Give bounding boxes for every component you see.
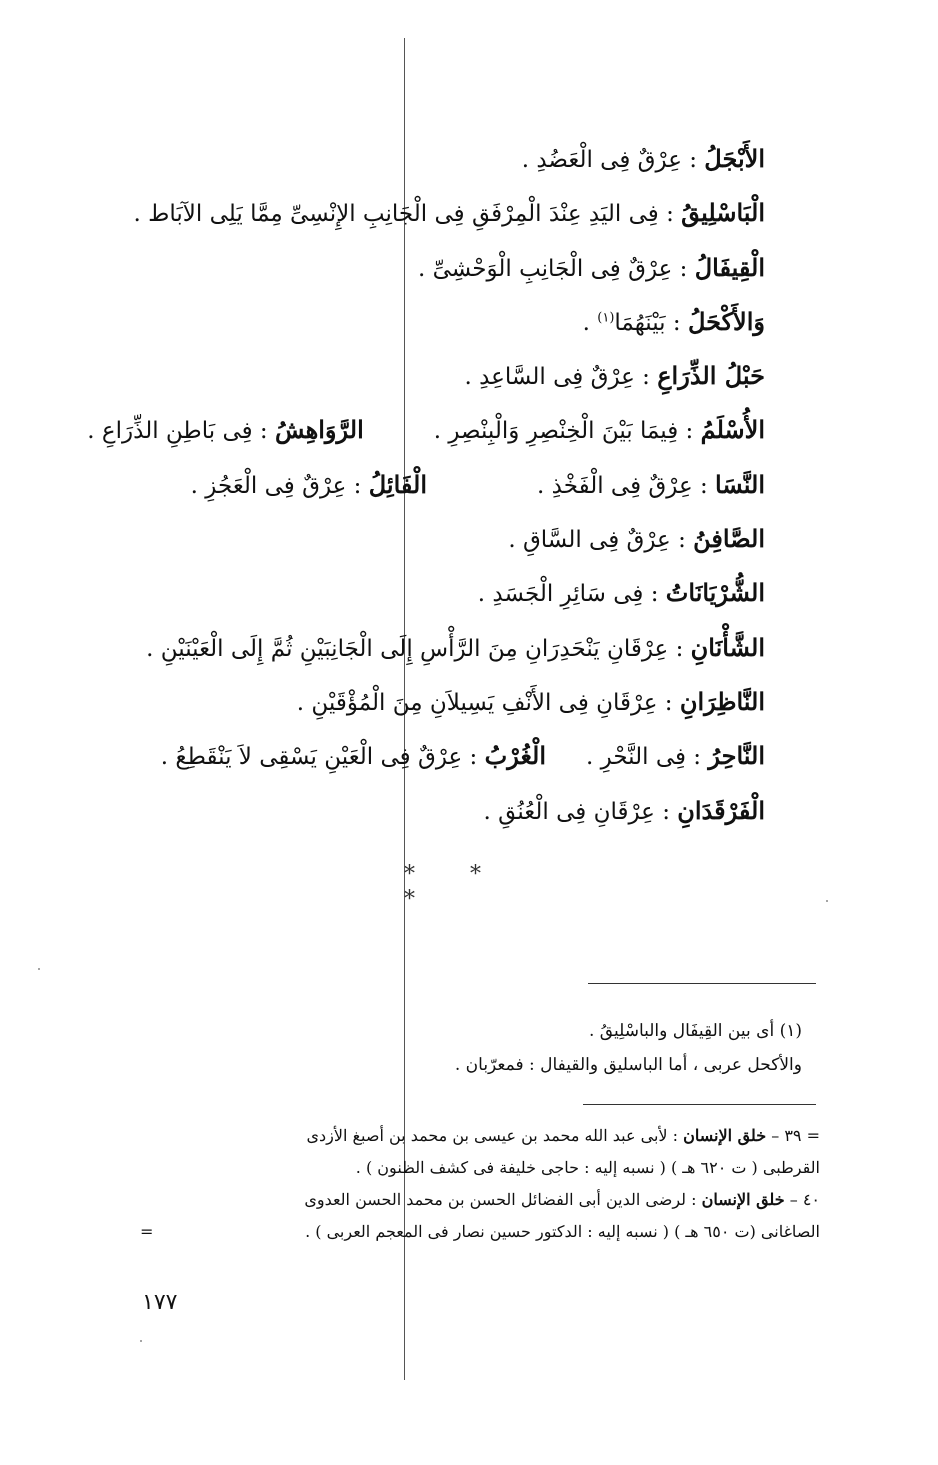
entry-definition: : بَيْنَهُمَا [614, 309, 681, 336]
entry-definition: : عِرْقَانِ فِى الأَنْفِ يَسِيلاَنِ مِنَ الْمُؤْقَيْنِ . [296, 689, 673, 716]
entry-term: النَّسَا [715, 469, 765, 499]
entry-definition-second: : عِرْقٌ فِى الْعَجُزِ . [190, 472, 362, 499]
entry-definition: : عِرْقَانِ يَنْحَدِرَانِ مِنَ الرَّأْسِ إِلَى الْجَانِبَيْنِ ثُمَّ إِلَى الْعَيْنَيْنِ . [146, 635, 684, 662]
bibliography-text: الصاغانى (ت ٦٥٠ هـ ) ( نسبه إليه : الدكتور حسين نصار فى المعجم العربى ) . [305, 1222, 820, 1241]
entry-term: وَالأَكْحَلُ [687, 306, 765, 336]
entry-line [140, 295, 765, 349]
entry-definition: : عِرْقٌ فِى الْعَضُدِ . [521, 147, 697, 173]
entry-term: حَبْلُ الذِّرَاعِ [657, 361, 765, 391]
entry-line [87, 403, 765, 457]
entry-term: الْبَاسْلِيقُ [681, 198, 765, 228]
entry-term-second: الرَّوَاهِشُ [275, 415, 364, 445]
bibliography-text: : لأبى عبد الله محمد بن عيسى بن محمد بن أصبغ الأزدى [306, 1126, 678, 1145]
page-number: ١٧٧ [142, 1290, 178, 1315]
bibliography-title: خلق الإنسان [701, 1190, 785, 1209]
entry-line [140, 241, 765, 295]
entry-term-second: الْغُرْبُ [484, 741, 547, 771]
entry-end: . [582, 309, 590, 336]
entry-line [140, 784, 765, 838]
bibliography-number: ٤٠ – [789, 1190, 820, 1209]
footnote-divider [588, 983, 816, 984]
entry-definition: : فِى النَّحْرِ . [586, 744, 702, 771]
bibliography-continuation [140, 1120, 820, 1248]
bibliography-line [140, 1120, 820, 1152]
entry-term: الشَّأْنَانِ [690, 632, 765, 662]
continuation-mark: = [140, 1222, 154, 1241]
bibliography-line [140, 1216, 820, 1248]
footnote-reference[interactable]: (١) [597, 310, 615, 326]
entry-definition: : عِرْقٌ فِى الْفَخْذِ . [537, 472, 708, 499]
entry-definition: : فِى اليَدِ عِنْدَ الْمِرْفَقِ فِى الْجَانِبِ الإِنْسِىِّ مِمَّا يَلِى الآبَاط . [133, 201, 674, 228]
bibliography-number: = ٣٩ – [771, 1126, 820, 1145]
scan-speck [38, 968, 40, 970]
scan-speck [826, 900, 828, 902]
bibliography-divider [583, 1104, 816, 1105]
entry-definition: : فِى سَائِرِ الْجَسَدِ . [477, 581, 659, 608]
bibliography-title: خلق الإنسان [683, 1126, 767, 1145]
entry-term: الصَّافِنُ [693, 524, 765, 554]
entry-term: الْفَرْقَدَانِ [677, 795, 765, 825]
entry-definition: : عِرْقٌ فِى السَّاقِ . [508, 527, 686, 554]
entry-definition: : عِرْقَانِ فِى الْعُنُقِ . [483, 798, 670, 825]
entry-line [140, 729, 765, 783]
entry-term: الأَبْجَلُ [704, 144, 765, 173]
entry-definition: : عِرْقٌ فِى السَّاعِدِ . [464, 364, 650, 391]
bibliography-line [140, 1152, 820, 1184]
entry-definition-second: : فِى بَاطِنِ الذِّرَاعِ . [87, 418, 268, 445]
entry-line [140, 132, 765, 186]
entry-line [133, 186, 765, 240]
footnote-line: (١) أى بين القِيفَال والباسْلِيقُ . [588, 1021, 802, 1041]
entry-term: النَّاظِرَانِ [679, 686, 765, 716]
footnote-line: والأكحل عربى ، أما الباسليق والقيفال : فمعرّبان . [454, 1055, 802, 1075]
entry-line [140, 675, 765, 729]
entry-term: الأُسْلَمُ [700, 415, 765, 445]
entry-definition-second: : عِرْقٌ فِى الْعَيْنِ يَسْقِى لاَ يَنْقَطِعُ . [160, 744, 478, 771]
scan-speck [140, 1340, 142, 1342]
entry-term: النَّاحِرُ [708, 741, 765, 771]
entry-line [140, 621, 765, 675]
entry-definition: : فِيمَا بَيْنَ الْخِنْصِرِ وَالْبِنْصِرِ . [433, 418, 694, 445]
entry-term: الْقِيفَالُ [694, 252, 765, 282]
bibliography-line [140, 1184, 820, 1216]
glossary-entries [87, 132, 765, 838]
entry-line [140, 566, 765, 620]
entry-term: الشُّرْيَانَاتُ [665, 578, 765, 608]
entry-line [140, 512, 765, 566]
bibliography-text: : لرضى الدين أبى الفضائل الحسن بن محمد الحسن العدوى [304, 1190, 697, 1209]
footnotes [390, 1014, 802, 1082]
entry-definition: : عِرْقٌ فِى الْجَانِبِ الْوَحْشِىِّ . [417, 255, 688, 282]
bibliography-text: القرطبى ( ت ٦٢٠ هـ ) ( نسبه إليه : حاجى خليفة فى كشف الظنون ) . [355, 1158, 820, 1177]
entry-term-second: الْفَائِلُ [368, 469, 428, 499]
section-break: * * * [404, 862, 505, 912]
entry-line [140, 458, 765, 512]
entry-line [140, 349, 765, 403]
